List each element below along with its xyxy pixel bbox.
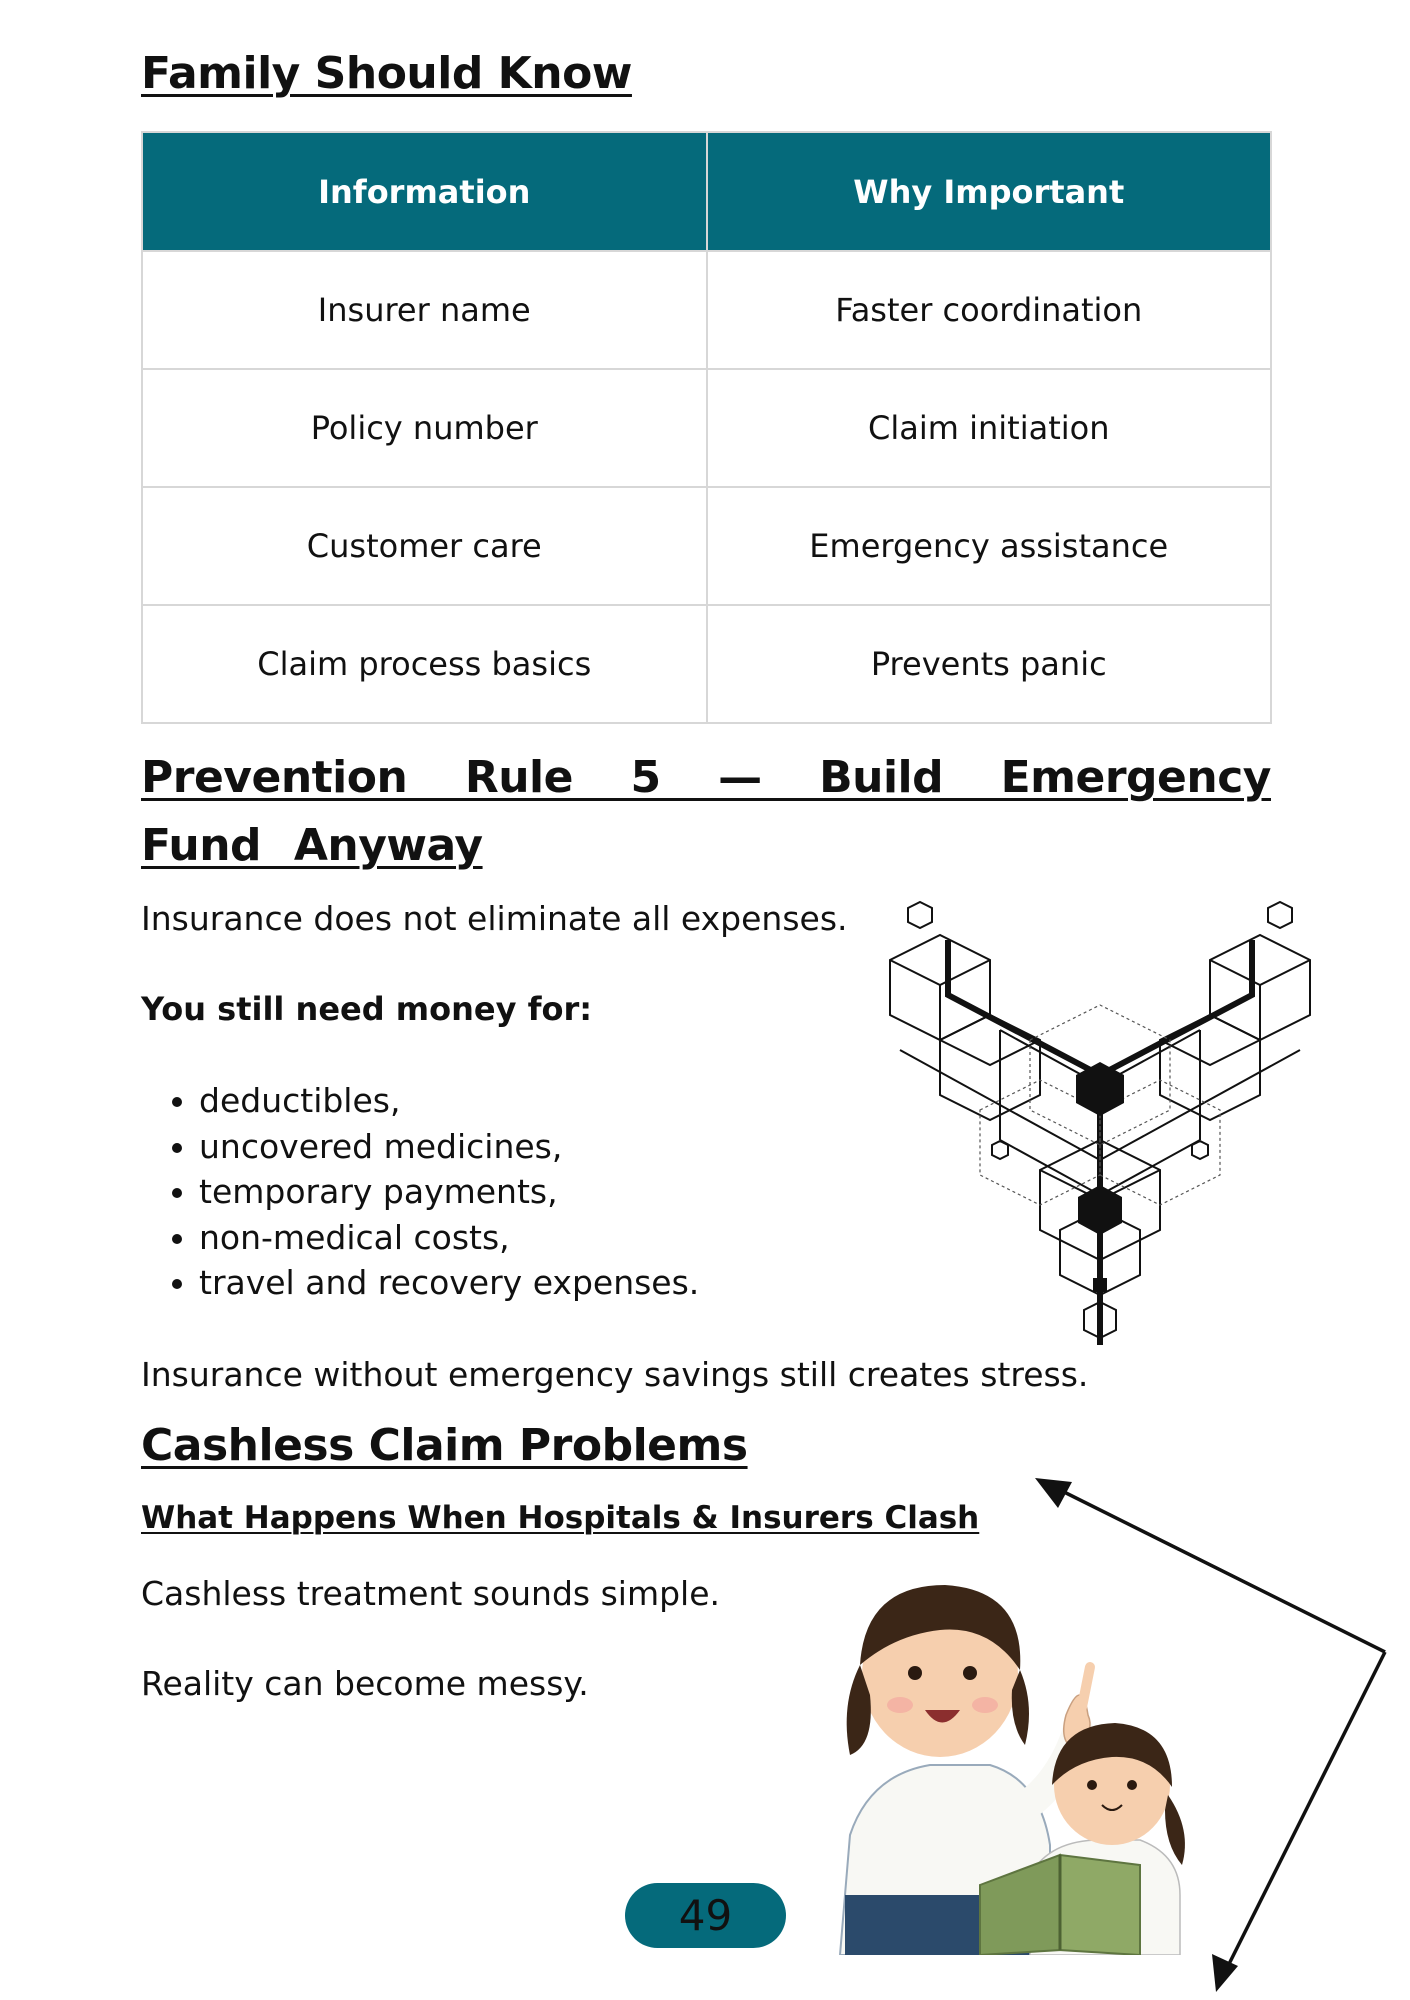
table-header-cell: Information	[142, 132, 707, 251]
list-item: • temporary payments,	[199, 1169, 699, 1215]
table-cell: Customer care	[142, 487, 707, 605]
table-cell: Claim initiation	[707, 369, 1272, 487]
list-item: • deductibles,	[199, 1078, 699, 1124]
conclusion-paragraph: Insurance without emergency savings still creates stress.	[141, 1355, 1089, 1394]
table-cell: Insurer name	[142, 251, 707, 369]
need-money-label: You still need money for:	[141, 990, 593, 1028]
table-header-row	[142, 132, 1271, 251]
intro-paragraph: Insurance does not eliminate all expenses.	[141, 899, 848, 938]
table-cell: Faster coordination	[707, 251, 1272, 369]
table-cell: Emergency assistance	[707, 487, 1272, 605]
messy-paragraph: Reality can become messy.	[141, 1664, 589, 1703]
cashless-paragraph: Cashless treatment sounds simple.	[141, 1574, 721, 1613]
table-header-cell: Why Important	[707, 132, 1272, 251]
table-row	[142, 369, 1271, 487]
section-title-cashless-claim-problems: Cashless Claim Problems	[141, 1420, 748, 1471]
list-item: • travel and recovery expenses.	[199, 1260, 699, 1306]
table-row	[142, 487, 1271, 605]
expense-list	[141, 1078, 699, 1306]
teacher-child-illustration	[820, 1555, 1240, 1955]
page-number: 49	[625, 1883, 786, 1948]
table-row	[142, 605, 1271, 723]
section-title-prevention-rule-5: Prevention Rule 5 — Build Emergency Fund Anyway	[141, 752, 1271, 871]
table-cell: Policy number	[142, 369, 707, 487]
table-row	[142, 251, 1271, 369]
hexagon-network-illustration	[880, 900, 1320, 1360]
table-cell: Prevents panic	[707, 605, 1272, 723]
table-cell: Claim process basics	[142, 605, 707, 723]
section-title-family-should-know: Family Should Know	[141, 48, 632, 99]
section-subtitle: What Happens When Hospitals & Insurers Clash	[141, 1500, 980, 1536]
info-table	[141, 131, 1272, 724]
list-item: • uncovered medicines,	[199, 1124, 699, 1170]
list-item: • non-medical costs,	[199, 1215, 699, 1261]
